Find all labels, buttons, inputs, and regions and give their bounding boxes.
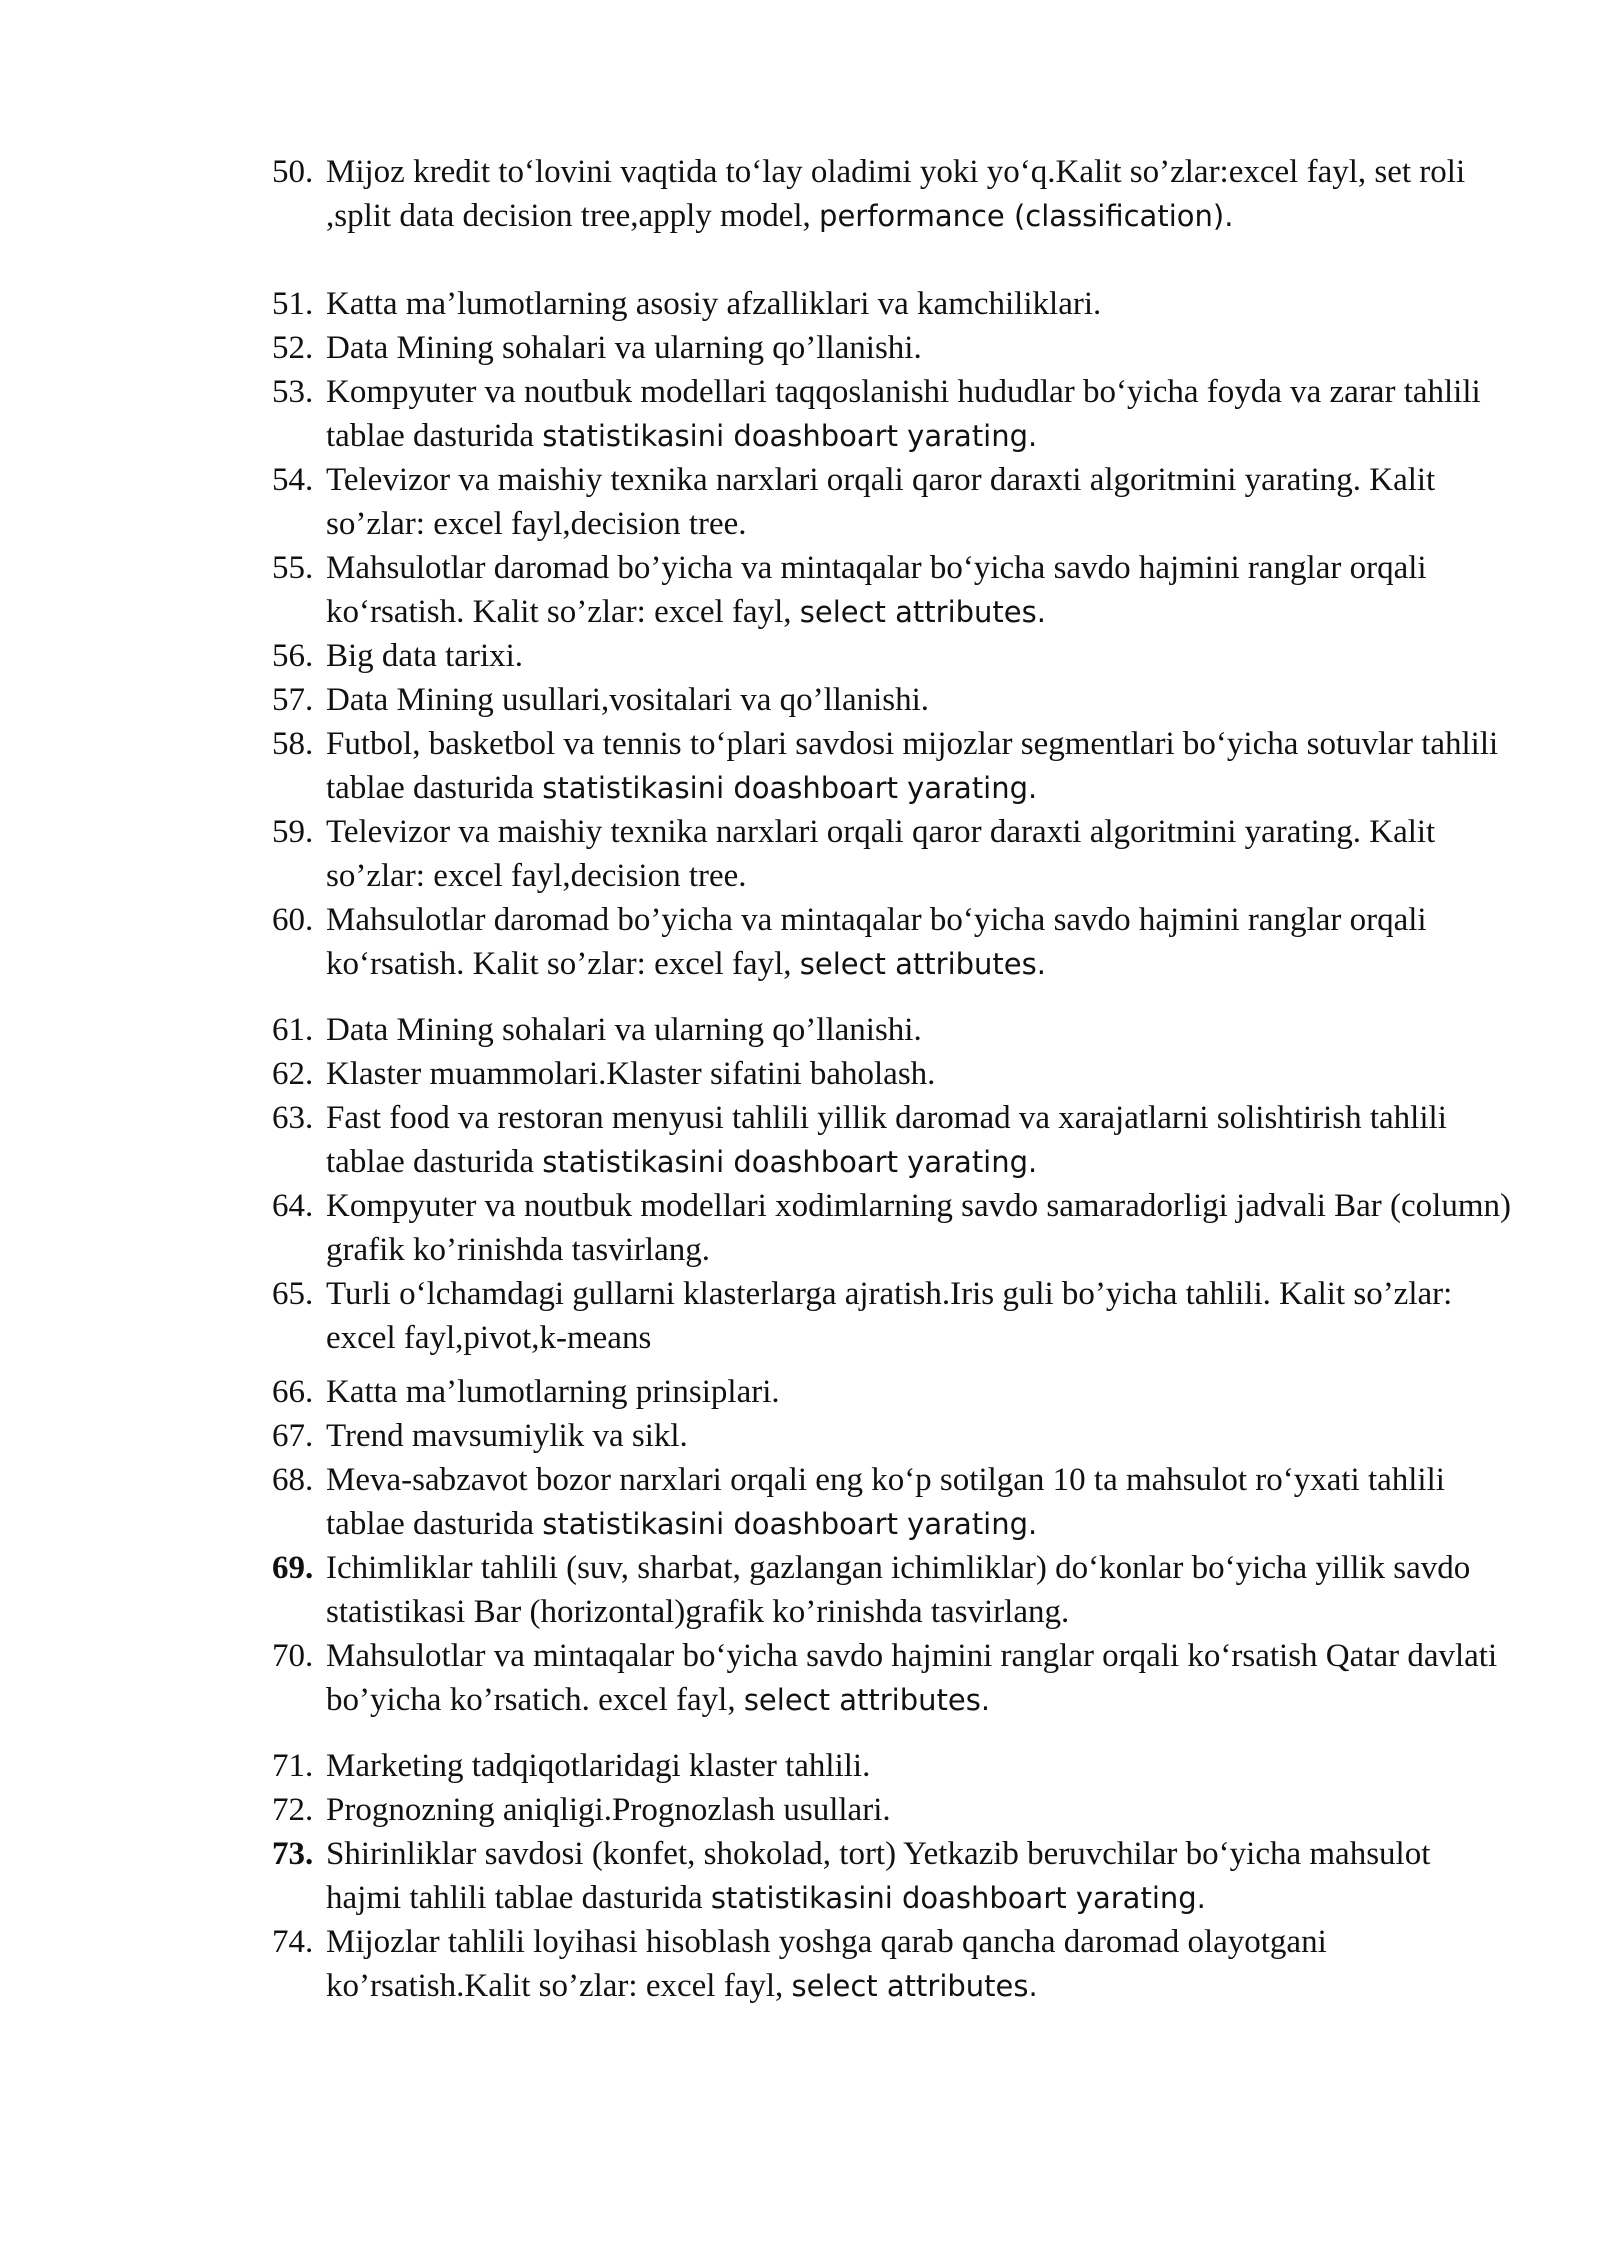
item-number: 51. <box>272 286 314 322</box>
list-item-72 <box>272 1788 1512 1832</box>
item-text: Katta ma’lumotlarning prinsiplari. <box>326 1374 780 1410</box>
list-item-54 <box>272 458 1512 546</box>
list-item-56 <box>272 634 1512 678</box>
item-number: 73. <box>272 1836 314 1872</box>
item-text: Mijoz kredit to‘lovini vaqtida to‘lay oladimi yoki yo‘q.Kalit so’zlar:excel fayl, set roli ,split data decision tree,apply model, <box>326 154 1466 234</box>
list-item-64 <box>272 1184 1512 1272</box>
item-number: 53. <box>272 374 314 410</box>
item-number: 55. <box>272 550 314 586</box>
item-text: Turli o‘lchamdagi gullarni klasterlarga ajratish.Iris guli bo’yicha tahlili. Kalit so’zlar: excel fayl,pivot,k-means <box>326 1276 1453 1356</box>
item-text-sans: select attributes. <box>791 1969 1038 2003</box>
item-text-sans: select attributes. <box>799 947 1046 981</box>
list-item-58 <box>272 722 1512 810</box>
list-item-65 <box>272 1272 1512 1360</box>
item-number: 67. <box>272 1418 314 1454</box>
item-text: Meva-sabzavot bozor narxlari orqali eng ko‘p sotilgan 10 ta mahsulot ro‘yxati tahlili tablae dasturida <box>326 1462 1445 1542</box>
item-text: Klaster muammolari.Klaster sifatini baholash. <box>326 1056 936 1092</box>
item-text: Katta ma’lumotlarning asosiy afzalliklari va kamchiliklari. <box>326 286 1102 322</box>
list-item-57 <box>272 678 1512 722</box>
item-number: 54. <box>272 462 314 498</box>
item-number: 62. <box>272 1056 314 1092</box>
item-text: Mahsulotlar va mintaqalar bo‘yicha savdo hajmini ranglar orqali ko‘rsatish Qatar davlati bo’yicha ko’rsatich. excel fayl, <box>326 1638 1498 1718</box>
item-number: 71. <box>272 1748 314 1784</box>
item-number: 59. <box>272 814 314 850</box>
item-text-sans: performance (classification). <box>819 199 1234 233</box>
item-text: Data Mining sohalari va ularning qo’llanishi. <box>326 1012 922 1048</box>
item-number: 57. <box>272 682 314 718</box>
item-number: 68. <box>272 1462 314 1498</box>
item-number: 65. <box>272 1276 314 1312</box>
item-number: 66. <box>272 1374 314 1410</box>
list-item-60 <box>272 898 1512 986</box>
list-item-55 <box>272 546 1512 634</box>
item-text-sans: statistikasini doashboart yarating. <box>710 1881 1206 1915</box>
item-number: 52. <box>272 330 314 366</box>
item-text: Mijozlar tahlili loyihasi hisoblash yoshga qarab qancha daromad olayotgani ko’rsatish.Kalit so’zlar: excel fayl, <box>326 1924 1327 2004</box>
item-text: Mahsulotlar daromad bo’yicha va mintaqalar bo‘yicha savdo hajmini ranglar orqali ko‘rsatish. Kalit so’zlar: excel fayl, <box>326 550 1427 630</box>
item-text: Marketing tadqiqotlaridagi klaster tahlili. <box>326 1748 871 1784</box>
item-text: Big data tarixi. <box>326 638 524 674</box>
item-text-sans: select attributes. <box>743 1683 991 1717</box>
list-item-63 <box>272 1096 1512 1184</box>
item-number: 63. <box>272 1100 314 1136</box>
item-text: Kompyuter va noutbuk modellari xodimlarning savdo samaradorligi jadvali Bar (column) grafik ko’rinishda tasvirlang. <box>326 1188 1511 1268</box>
item-number: 64. <box>272 1188 314 1224</box>
list-item-52 <box>272 326 1512 370</box>
list-item-53 <box>272 370 1512 458</box>
item-number: 58. <box>272 726 314 762</box>
item-number: 56. <box>272 638 314 674</box>
item-text-sans: statistikasini doashboart yarating. <box>542 1145 1038 1179</box>
item-number: 72. <box>272 1792 314 1828</box>
item-text-sans: select attributes. <box>799 595 1046 629</box>
item-number: 74. <box>272 1924 314 1960</box>
item-number: 50. <box>272 154 314 190</box>
item-text: Fast food va restoran menyusi tahlili yillik daromad va xarajatlarni solishtirish tahlili tablae dasturida <box>326 1100 1447 1180</box>
item-text-sans: statistikasini doashboart yarating. <box>542 1507 1038 1541</box>
list-item-68 <box>272 1458 1512 1546</box>
item-text-sans: statistikasini doashboart yarating. <box>542 771 1038 805</box>
list-item-51 <box>272 282 1512 326</box>
item-text: Kompyuter va noutbuk modellari taqqoslanishi hududlar bo‘yicha foyda va zarar tahlili tablae dasturida <box>326 374 1481 454</box>
list-item-62 <box>272 1052 1512 1096</box>
list-item-50 <box>272 150 1512 238</box>
item-text: Data Mining usullari,vositalari va qo’llanishi. <box>326 682 930 718</box>
item-text: Mahsulotlar daromad bo’yicha va mintaqalar bo‘yicha savdo hajmini ranglar orqali ko‘rsatish. Kalit so’zlar: excel fayl, <box>326 902 1427 982</box>
item-number: 70. <box>272 1638 314 1674</box>
list-item-71 <box>272 1744 1512 1788</box>
list-item-66 <box>272 1370 1512 1414</box>
item-text: Trend mavsumiylik va sikl. <box>326 1418 688 1454</box>
item-text: Televizor va maishiy texnika narxlari orqali qaror daraxti algoritmini yarating. Kalit so’zlar: excel fayl,decision tree. <box>326 462 1436 542</box>
item-text: Televizor va maishiy texnika narxlari orqali qaror daraxti algoritmini yarating. Kalit so’zlar: excel fayl,decision tree. <box>326 814 1436 894</box>
item-number: 69. <box>272 1550 314 1586</box>
list-item-61 <box>272 1008 1512 1052</box>
item-text: Prognozning aniqligi.Prognozlash usullari. <box>326 1792 891 1828</box>
question-list <box>272 150 1512 2008</box>
list-item-67 <box>272 1414 1512 1458</box>
item-number: 61. <box>272 1012 314 1048</box>
item-number: 60. <box>272 902 314 938</box>
item-text-sans: statistikasini doashboart yarating. <box>542 419 1038 453</box>
list-item-73 <box>272 1832 1512 1920</box>
list-item-74 <box>272 1920 1512 2008</box>
item-text: Ichimliklar tahlili (suv, sharbat, gazlangan ichimliklar) do‘konlar bo‘yicha yillik savdo statistikasi Bar (horizontal)grafik ko’rinishda tasvirlang. <box>326 1550 1471 1630</box>
item-text: Data Mining sohalari va ularning qo’llanishi. <box>326 330 922 366</box>
list-item-59 <box>272 810 1512 898</box>
item-text: Futbol, basketbol va tennis to‘plari savdosi mijozlar segmentlari bo‘yicha sotuvlar tahlili tablae dasturida <box>326 726 1499 806</box>
list-item-69 <box>272 1546 1512 1634</box>
item-text: Shirinliklar savdosi (konfet, shokolad, tort) Yetkazib beruvchilar bo‘yicha mahsulot hajmi tahlili tablae dasturida <box>326 1836 1431 1916</box>
list-item-70 <box>272 1634 1512 1722</box>
